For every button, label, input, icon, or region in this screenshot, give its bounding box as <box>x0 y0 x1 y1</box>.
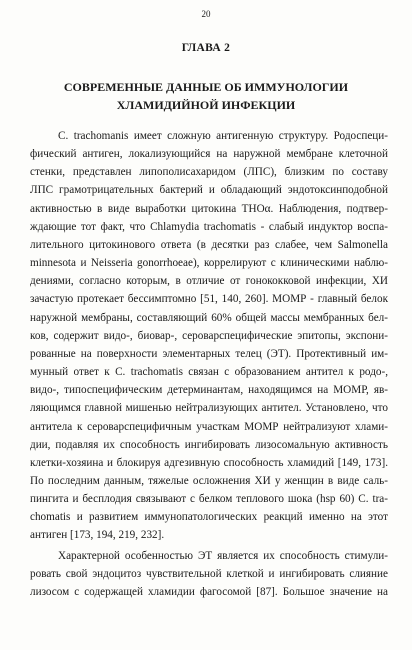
text-line: стенки, представлен липополисахаридом (ЛПС), близким по составу <box>30 166 388 179</box>
text-line: ков, содержит видо-, биовар-, сероварспецифические эпитопы, экспони- <box>30 329 388 342</box>
body-text <box>30 127 388 601</box>
text-line: Характерной особенностью ЭТ является их способность стимули- <box>58 549 388 562</box>
text-line: лизосом с содержащей хламидии фагосомой [87]. Большое значение на <box>30 585 388 598</box>
text-line: ждающие тот факт, что Chlamydia trachomatis - слабый индуктор воспа- <box>30 220 388 233</box>
text-line: наружной мембраны, составляющий 60% общей массы мембранных бел- <box>30 311 388 324</box>
section-heading <box>0 78 412 114</box>
text-line: minnesota и Neisseria gonorrhoeae), коррелируют с клиническими наблю- <box>30 257 388 270</box>
text-line: дениями, согласно которым, в отличие от гонококковой инфекции, ХИ <box>30 275 388 288</box>
text-line: дии, подавляя их способность ингибировать лизосомальную активность <box>30 438 388 451</box>
text-line: ровать свой эндоцитоз чувствительной клеткой и ингибировать слияние <box>30 567 388 580</box>
text-line: По последним данным, тяжелые осложнения ХИ у женщин в виде саль- <box>30 474 388 487</box>
text-line: активностью в виде выработки цитокина ТНОα. Наблюдения, подтвер- <box>30 202 388 215</box>
text-line: зачастую протекает бессимптомно [51, 140, 260]. МОМР - главный белок <box>30 293 388 306</box>
chapter-title: ГЛАВА 2 <box>181 42 231 54</box>
text-line: chomatis и развитием иммунопатологических реакций именно на этот <box>30 511 388 524</box>
heading-line: ХЛАМИДИЙНОЙ ИНФЕКЦИИ <box>116 98 296 112</box>
text-line: ЛПС грамотрицательных бактерий и обладающий эндотоксинподобной <box>30 184 388 197</box>
text-line: антитела к сероварспецифичным участкам МОМР нейтрализуют хлами- <box>30 420 388 433</box>
text-line: видо-, типоспецифическим детерминантам, находящимся на МОМР, яв- <box>30 384 388 397</box>
text-line: лительного цитокинового ответа (в десятки раз слабее, чем Salmonella <box>30 238 388 251</box>
text-line: клетки-хозяина и блокируя адгезивную способность хламидий [149, 173]. <box>30 456 388 469</box>
text-line: рованные на поверхности элементарных телец (ЭТ). Протективный им- <box>30 347 388 360</box>
paragraph-1 <box>30 127 388 545</box>
text-line: пингита и бесплодия связывают с белком теплового шока (hsp 60) C. tra- <box>30 493 388 506</box>
text-line: ляющимся главной мишенью нейтрализующих антител. Установлено, что <box>30 402 388 415</box>
text-line: антиген [173, 194, 219, 232]. <box>30 529 165 542</box>
text-line: фический антиген, локализующийся на наружной мембране клеточной <box>30 148 388 161</box>
text-line: C. trachomanis имеет сложную антигенную структуру. Родоспеци- <box>58 130 388 142</box>
heading-line: СОВРЕМЕННЫЕ ДАННЫЕ ОБ ИММУНОЛОГИИ <box>63 80 349 94</box>
text-line: мунный ответ к C. trachomatis связан с образованием антител к родо-, <box>30 366 388 379</box>
paragraph-2 <box>30 547 388 601</box>
page-number: 20 <box>201 9 211 19</box>
